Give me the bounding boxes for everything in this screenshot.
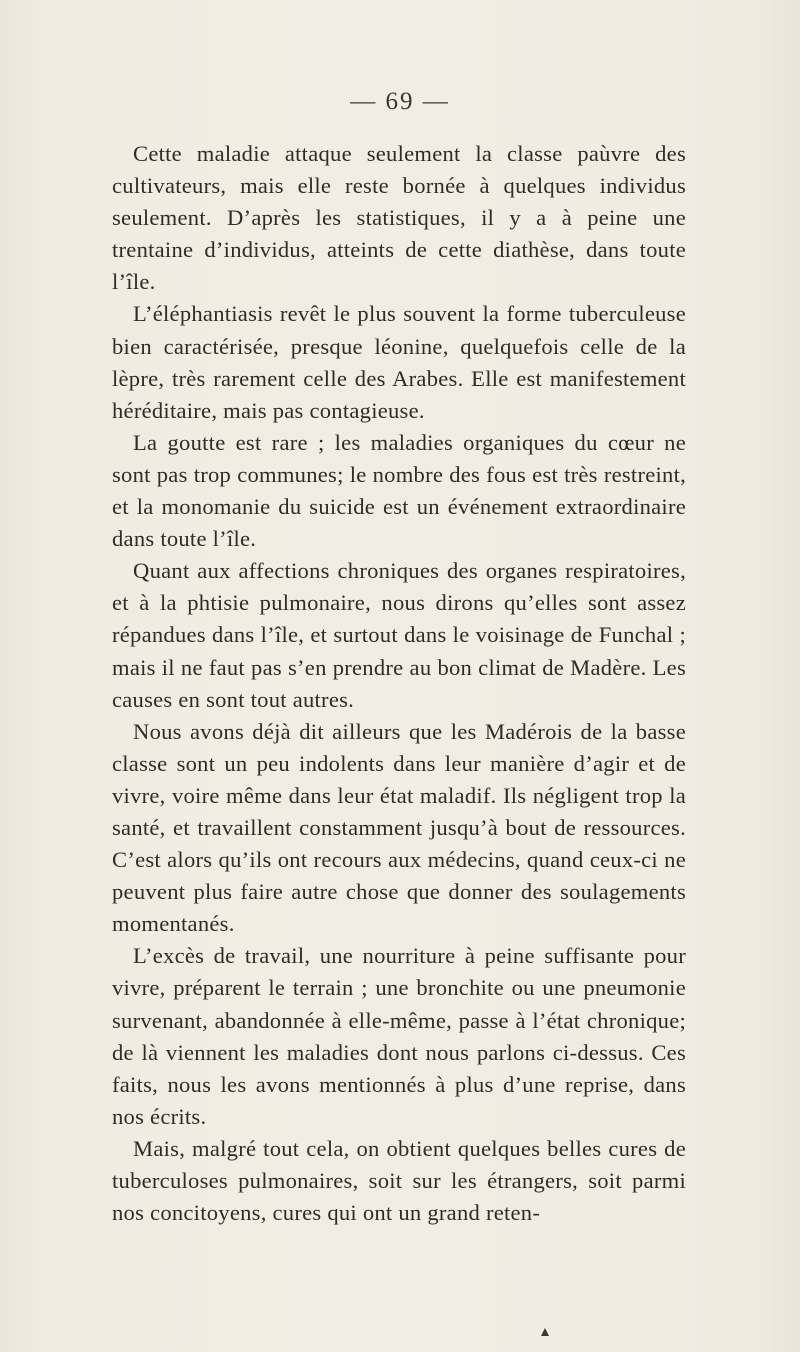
signature-mark-icon — [541, 1328, 549, 1336]
paragraph-3: La goutte est rare ; les maladies organiques du cœur ne sont pas trop communes; le nombre des fous est très restreint, et la monomanie du suicide est un événement extraordinaire dans toute l’île. — [112, 429, 686, 552]
body-text — [112, 138, 686, 1229]
paragraph-1: Cette maladie attaque seulement la classe paùvre des cultivateurs, mais elle reste bornée à quelques individus seulement. D’après les statistiques, il y a à peine une trentaine d’individus, atteints de cette diathèse, dans toute l’île. — [112, 141, 686, 295]
page-number: — 69 — — [350, 88, 450, 115]
paragraph-6: L’excès de travail, une nourriture à peine suffisante pour vivre, préparent le terrain ; une bronchite ou une pneumonie survenant, abandonnée à elle-même, passe à l’état chronique; de là viennent les maladies dont nous parlons ci-dessus. Ces faits, nous les avons mentionnés à plus d’une reprise, dans nos écrits. — [112, 943, 686, 1129]
paragraph-2: L’éléphantiasis revêt le plus souvent la forme tuberculeuse bien caractérisée, presque léonine, quelquefois celle de la lèpre, très rarement celle des Arabes. Elle est manifestement héréditaire, mais pas contagieuse. — [112, 301, 686, 423]
paragraph-7: Mais, malgré tout cela, on obtient quelques belles cures de tuberculoses pulmonaires, soit sur les étrangers, soit parmi nos concitoyens, cures qui ont un grand reten- — [112, 1135, 686, 1226]
paragraph-5: Nous avons déjà dit ailleurs que les Madérois de la basse classe sont un peu indolents dans leur manière d’agir et de vivre, voire même dans leur état maladif. Ils négligent trop la santé, et travaillent constamment jusqu’à bout de ressources. C’est alors qu’ils ont recours aux médecins, quand ceux-ci ne peuvent plus faire autre chose que donner des soulagements momentanés. — [112, 718, 686, 937]
paragraph-4: Quant aux affections chroniques des organes respiratoires, et à la phtisie pulmonaire, nous dirons qu’elles sont assez répandues dans l’île, et surtout dans le voisinage de Funchal ; mais il ne faut pas s’en prendre au bon climat de Madère. Les causes en sont tout autres. — [112, 558, 686, 712]
